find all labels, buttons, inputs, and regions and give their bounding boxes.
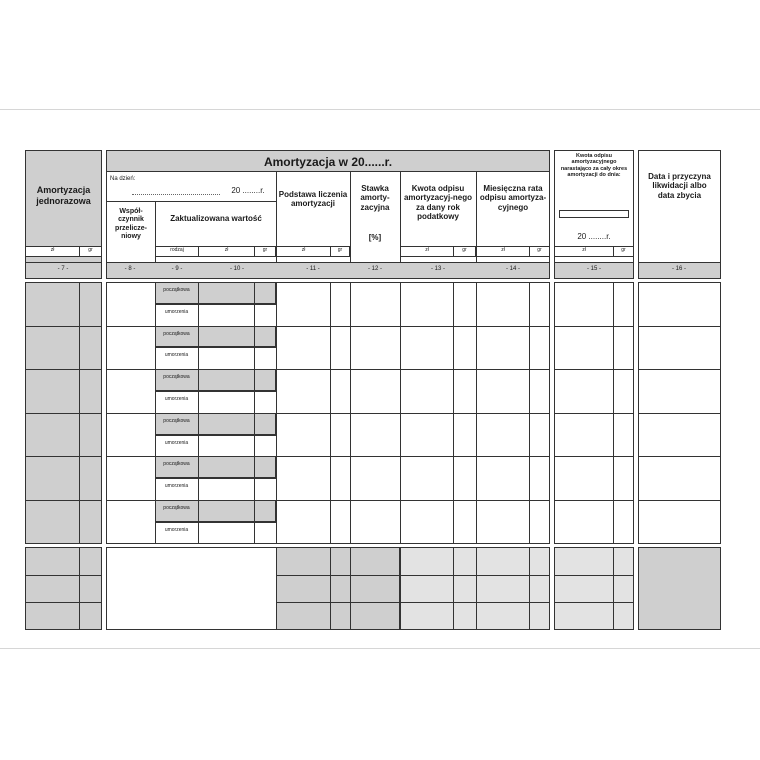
col10-unit-gr: gr <box>262 247 268 253</box>
sum-h1-3 <box>554 575 634 576</box>
row-2-sep-rodzaj <box>198 326 199 370</box>
col11-header: Podstawa liczenia amortyzacji <box>278 190 348 209</box>
row-3-half-sep <box>155 391 276 392</box>
header-divider <box>106 201 276 202</box>
col15-unit-zl: zł <box>582 247 586 253</box>
row-sep-2-3 <box>638 369 721 370</box>
row-sep-5-3 <box>638 500 721 501</box>
form-sheet <box>0 109 760 649</box>
col14-unit-zl: zł <box>501 247 505 253</box>
col11-unit-zl: zł <box>301 247 306 253</box>
column-number-13: - 13 - <box>430 266 445 272</box>
page-title: Amortyzacja w 20......r. <box>263 155 393 169</box>
row-sep-1-2 <box>554 326 634 327</box>
row-4-depreciation-label: umorzenia <box>164 439 189 446</box>
row-sep-1-0 <box>25 326 102 327</box>
row-sep-5-2 <box>554 500 634 501</box>
col7-unit-zl: zł <box>50 247 55 253</box>
summary-col16 <box>638 547 721 630</box>
column-number-16: - 16 - <box>671 266 686 272</box>
col13-unit-zl: zł <box>425 247 429 253</box>
row-4-initial-label: początkowa <box>163 417 190 424</box>
row-2-half-sep <box>155 347 276 348</box>
na-dzien-line <box>132 194 220 195</box>
sum-v-0 <box>79 547 80 630</box>
sum-v-5 <box>529 547 530 630</box>
col13-header: Kwota odpisu amortyzacyj-nego za dany rok podatkowy <box>403 184 473 222</box>
row-3-sep-rodzaj <box>198 369 199 413</box>
col14-unit-gr: gr <box>537 247 542 253</box>
row-sep-4-0 <box>25 456 102 457</box>
sum-h1-1 <box>276 575 400 576</box>
column-number-10: - 10 - <box>229 266 244 272</box>
row-5-sep-gr <box>254 456 255 500</box>
col12-unit: [%] <box>368 233 382 242</box>
row-2-depreciation-label: umorzenia <box>164 352 189 359</box>
summary-col11-12 <box>276 547 400 630</box>
col16-header: Data i przyczyna likwidacji albo data zbycia <box>648 172 711 200</box>
sum-v-3 <box>453 547 454 630</box>
col11-unit-gr: gr <box>337 247 343 253</box>
column-number-11: - 11 - <box>306 266 320 272</box>
col7-unit-gr: gr <box>88 247 93 253</box>
column-number-12: - 12 - <box>367 266 382 272</box>
col15-date-box <box>559 210 629 218</box>
summary-col15 <box>554 547 634 630</box>
sum-h2-1 <box>276 602 400 603</box>
column-number-9: - 9 - <box>171 266 183 272</box>
row-3-initial-label: początkowa <box>163 374 190 381</box>
hdr-sep-8 <box>155 201 156 267</box>
sum-v-4 <box>476 547 477 630</box>
row-sep-3-2 <box>554 413 634 414</box>
row-6-half-sep <box>155 522 276 523</box>
row-5-half-sep <box>155 478 276 479</box>
row-6-sep-gr <box>254 500 255 544</box>
row-sep-2-2 <box>554 369 634 370</box>
sum-h2-0 <box>25 602 102 603</box>
col15-header: Kwota odpisu amortyzacyjnego narastająco za cały okres amortyzacji do dnia: <box>560 153 628 179</box>
row-1-sep-gr <box>254 282 255 326</box>
row-sep-3-3 <box>638 413 721 414</box>
row-6-initial-label: początkowa <box>163 505 190 511</box>
sum-h2-3 <box>554 602 634 603</box>
row-6-sep-rodzaj <box>198 500 199 544</box>
row-1-depreciation-label: umorzenia <box>164 308 189 315</box>
row-2-initial-label: początkowa <box>163 330 190 337</box>
row-4-sep-gr <box>254 413 255 457</box>
col15-unit-gr: gr <box>621 247 626 253</box>
summary-col13-14 <box>400 547 550 630</box>
row-1-sep-rodzaj <box>198 282 199 326</box>
rodzaj-label: rodzaj <box>170 247 184 253</box>
row-sep-4-2 <box>554 456 634 457</box>
row-2-sep-gr <box>254 326 255 370</box>
row-sep-5-0 <box>25 500 102 501</box>
col15-year: 20 ........r. <box>577 232 611 241</box>
col16-header-cell <box>638 150 721 267</box>
sum-h2-2 <box>400 602 550 603</box>
na-dzien-year: 20 ........r. <box>231 186 265 195</box>
na-dzien-label: Na dzień: <box>110 176 136 182</box>
row-5-initial-label: początkowa <box>163 461 190 468</box>
sum-h1-2 <box>400 575 550 576</box>
row-3-depreciation-label: umorzenia <box>164 396 189 402</box>
sum-v-1 <box>330 547 331 630</box>
col12-header: Stawka amorty-zacyjna <box>360 184 390 212</box>
row-1-initial-label: początkowa <box>163 287 190 293</box>
row-4-sep-rodzaj <box>198 413 199 457</box>
row-sep-4-3 <box>638 456 721 457</box>
row-sep-3-0 <box>25 413 102 414</box>
col14-header: Miesięczna rata odpisu amortyza-cyjnego <box>479 184 547 212</box>
column-number-15: - 15 - <box>586 266 601 272</box>
column-number-7: - 7 - <box>57 266 69 272</box>
sum-v-6 <box>613 547 614 630</box>
depreciation-form <box>0 110 760 648</box>
row-5-sep-rodzaj <box>198 456 199 500</box>
col13-unit-gr: gr <box>462 247 467 253</box>
col10-unit-zl: zł <box>224 247 229 253</box>
column-number-14: - 14 - <box>505 266 520 272</box>
summary-col7 <box>25 547 102 630</box>
row-sep-2-0 <box>25 369 102 370</box>
row-6-depreciation-label: umorzenia <box>164 526 189 533</box>
row-3-sep-gr <box>254 369 255 413</box>
row-5-depreciation-label: umorzenia <box>164 483 189 490</box>
sum-h1-0 <box>25 575 102 576</box>
col8-header: Współ-czynnik przelicze-niowy <box>115 208 147 240</box>
row-4-half-sep <box>155 435 276 436</box>
row-sep-1-3 <box>638 326 721 327</box>
col9-10-header: Zaktualizowana wartość <box>170 214 262 223</box>
sum-v-2 <box>350 547 351 630</box>
column-number-8: - 8 - <box>124 266 136 272</box>
row-1-half-sep <box>155 304 276 305</box>
col7-header: Amortyzacja jednorazowa <box>36 185 91 206</box>
